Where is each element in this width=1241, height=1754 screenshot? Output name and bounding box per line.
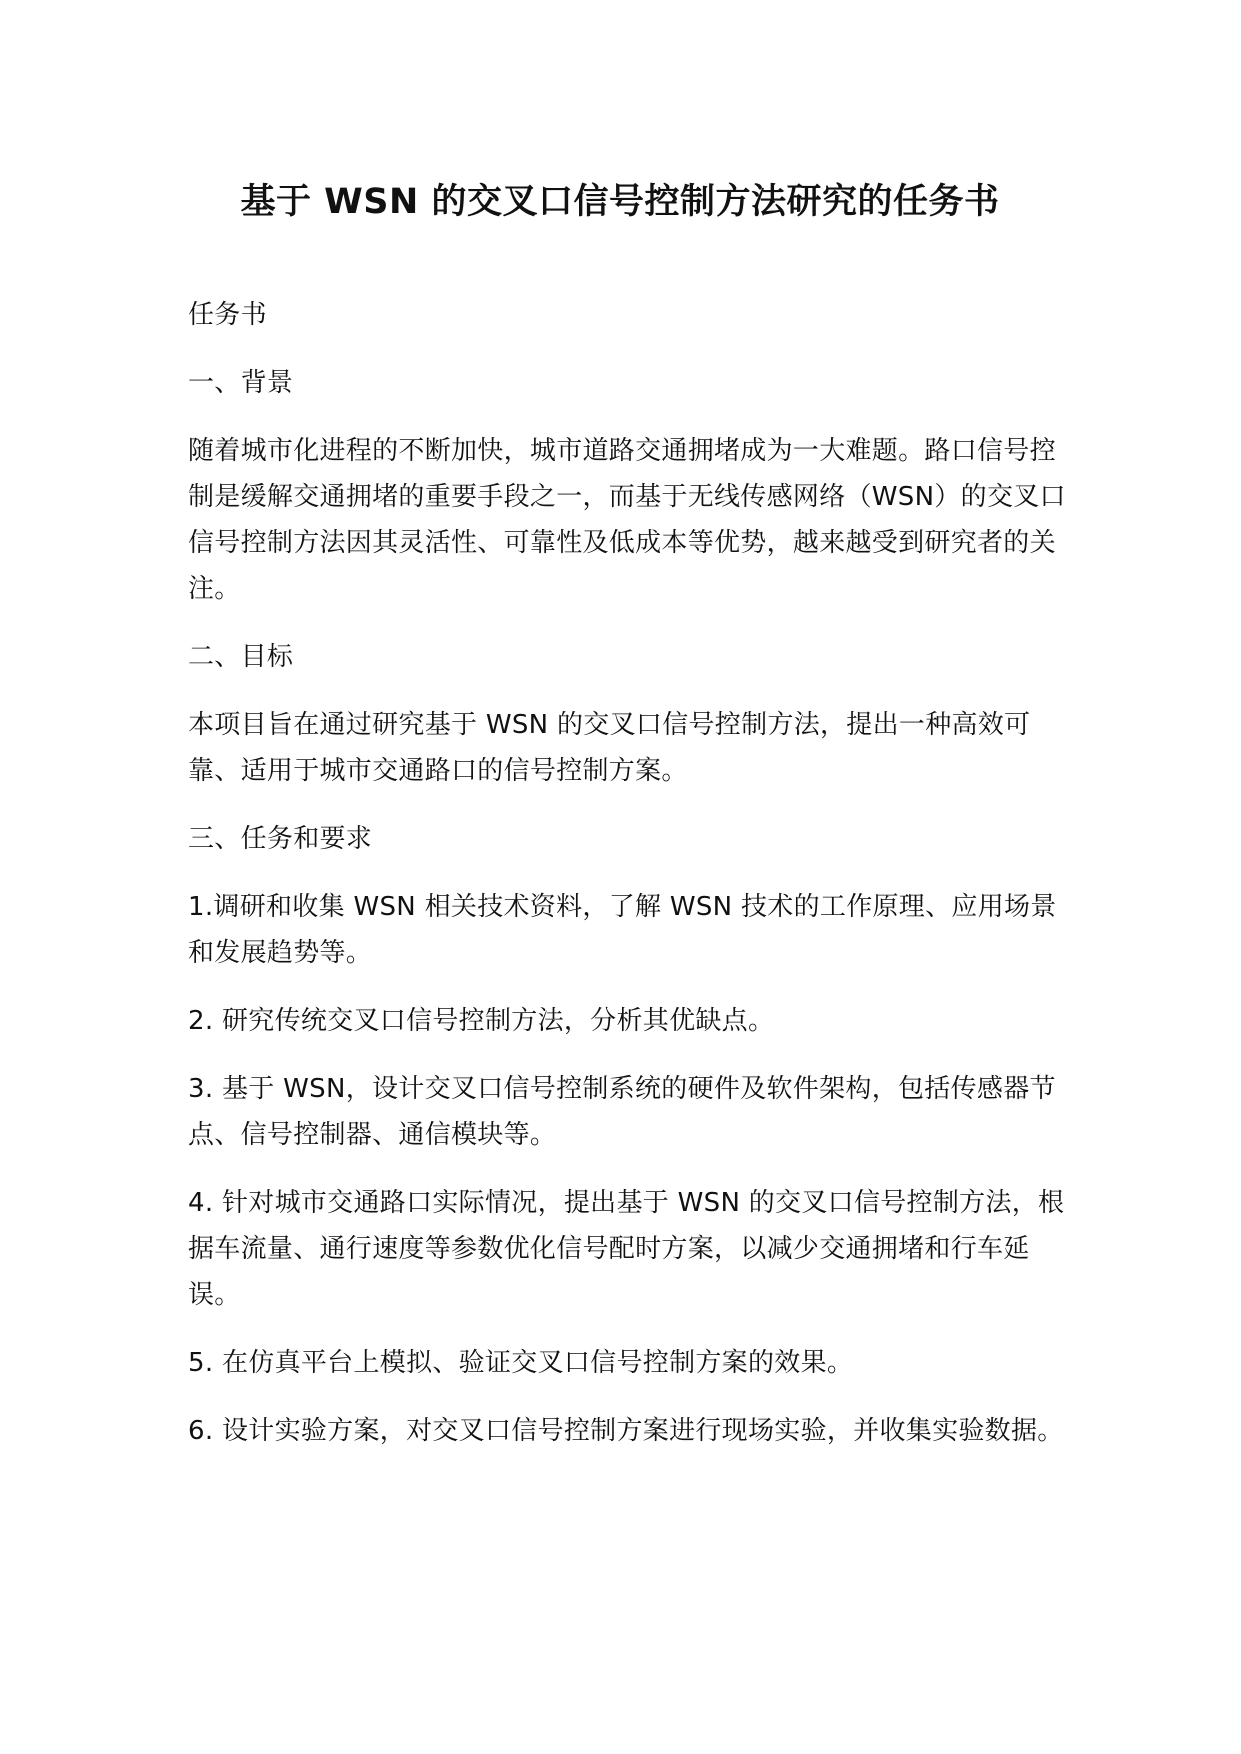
task-item-2: 2. 研究传统交叉口信号控制方法，分析其优缺点。	[188, 1006, 775, 1036]
task-item-5: 5. 在仿真平台上模拟、验证交叉口信号控制方案的效果。	[188, 1348, 854, 1378]
document-body	[188, 292, 1068, 1476]
task-item-3: 3. 基于 WSN，设计交叉口信号控制系统的硬件及软件架构，包括传感器节点、信号控制器、通信模块等。	[188, 1074, 1056, 1150]
task-item-1: 1.调研和收集 WSN 相关技术资料，了解 WSN 技术的工作原理、应用场景和发展趋势等。	[188, 892, 1057, 968]
task-item-4: 4. 针对城市交通路口实际情况，提出基于 WSN 的交叉口信号控制方法，根据车流量、通行速度等参数优化信号配时方案，以减少交通拥堵和行车延误。	[188, 1188, 1065, 1310]
paragraph-goal: 本项目旨在通过研究基于 WSN 的交叉口信号控制方法，提出一种高效可靠、适用于城市交通路口的信号控制方案。	[188, 710, 1031, 786]
document-title: 基于 WSN 的交叉口信号控制方法研究的任务书	[240, 182, 1000, 222]
section-heading-goal: 二、目标	[188, 642, 294, 672]
paragraph-background: 随着城市化进程的不断加快，城市道路交通拥堵成为一大难题。路口信号控制是缓解交通拥堵的重要手段之一，而基于无线传感网络（WSN）的交叉口信号控制方法因其灵活性、可靠性及低成本等优势，越来越受到研究者的关注。	[188, 436, 1066, 604]
task-item-6: 6. 设计实验方案，对交叉口信号控制方案进行现场实验，并收集实验数据。	[188, 1416, 1064, 1446]
section-heading-tasks: 三、任务和要求	[188, 824, 373, 854]
section-heading-background: 一、背景	[188, 368, 294, 398]
section-label-task-book: 任务书	[188, 300, 267, 330]
